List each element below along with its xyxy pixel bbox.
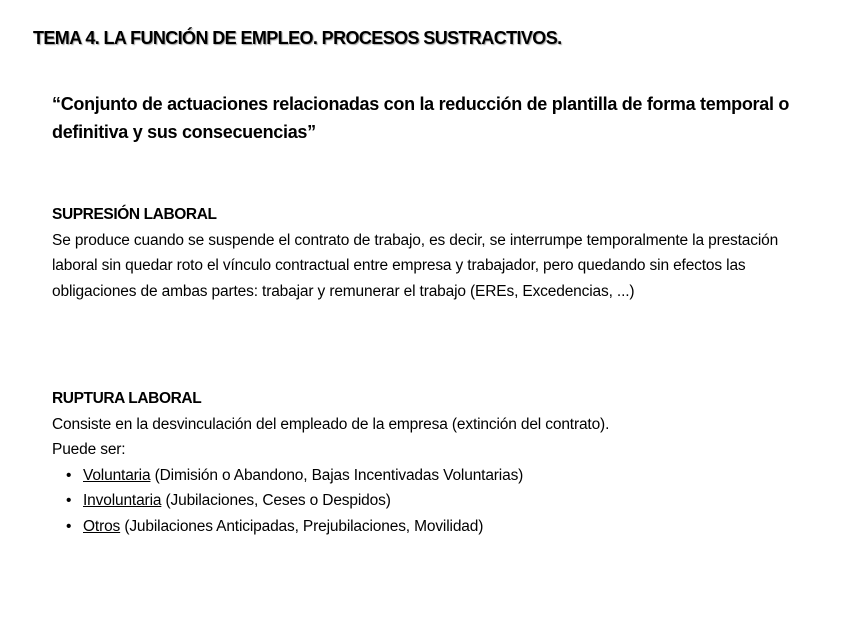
bullet-icon: • — [66, 492, 72, 509]
supresion-heading: SUPRESIÓN LABORAL — [52, 206, 217, 223]
ruptura-section — [52, 386, 822, 539]
ruptura-intro: Puede ser: — [52, 441, 126, 458]
list-item-voluntaria — [66, 463, 822, 489]
ruptura-type-list — [52, 463, 822, 540]
list-item-term: Otros — [83, 517, 121, 535]
list-item-otros — [66, 514, 822, 540]
supresion-body: Se produce cuando se suspende el contrato de trabajo, es decir, se interrumpe temporalmente la prestación laboral sin quedar roto el vínculo contractual entre empresa y trabajador, pero quedando sin efectos las obligaciones de ambas partes: trabajar y remunerar el trabajo (EREs, Excedencias, ...) — [52, 231, 779, 300]
ruptura-description: Consiste en la desvinculación del empleado de la empresa (extinción del contrato). — [52, 415, 610, 433]
list-item-involuntaria — [66, 488, 822, 514]
supresion-section — [52, 202, 822, 304]
ruptura-heading: RUPTURA LABORAL — [52, 390, 202, 407]
list-item-detail: (Dimisión o Abandono, Bajas Incentivadas Voluntarias) — [150, 466, 524, 484]
list-item-detail: (Jubilaciones Anticipadas, Prejubilaciones, Movilidad) — [120, 517, 484, 535]
list-item-detail: (Jubilaciones, Ceses o Despidos) — [161, 492, 391, 509]
bullet-icon: • — [66, 466, 72, 484]
definition-quote: “Conjunto de actuaciones relacionadas con la reducción de plantilla de forma temporal o definitiva y sus consecuencias” — [52, 94, 790, 142]
list-item-term: Voluntaria — [83, 466, 151, 484]
bullet-icon: • — [66, 517, 72, 535]
list-item-term: Involuntaria — [83, 492, 162, 509]
slide-title: TEMA 4. LA FUNCIÓN DE EMPLEO. PROCESOS SUSTRACTIVOS. — [33, 28, 562, 48]
